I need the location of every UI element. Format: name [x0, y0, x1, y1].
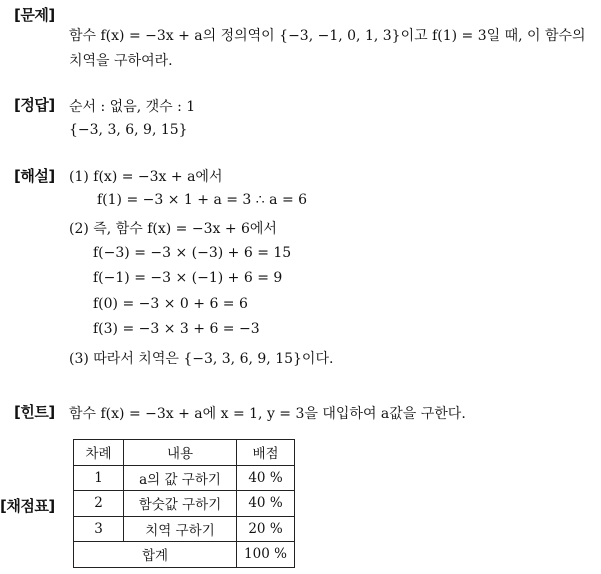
table-row — [74, 491, 295, 517]
table-total-row — [74, 542, 295, 568]
solution-step-8: (3) 따라서 치역은 {−3, 3, 6, 9, 15}이다. — [69, 351, 334, 367]
hint-text: 함수 f(x) = −3x + a에 x = 1, y = 3을 대입하여 a값을 구한다. — [69, 406, 466, 422]
header-content: 내용 — [124, 440, 237, 466]
table-row — [74, 516, 295, 542]
row-3-content: 치역 구하기 — [124, 516, 237, 542]
row-1-points: 40 % — [237, 465, 295, 491]
solution-step-1: (1) f(x) = −3x + a에서 — [69, 169, 223, 185]
answer-label: [정답] — [14, 96, 55, 114]
total-value: 100 % — [237, 542, 295, 568]
problem-line-1: 함수 f(x) = −3x + a의 정의역이 {−3, −1, 0, 1, 3}이고 f(1) = 3일 때, 이 함수의 — [69, 28, 586, 44]
solution-step-3: (2) 즉, 함수 f(x) = −3x + 6에서 — [69, 221, 277, 237]
solution-label: [해설] — [14, 167, 55, 185]
row-1-order: 1 — [74, 465, 124, 491]
row-3-order: 3 — [74, 516, 124, 542]
header-points: 배점 — [237, 440, 295, 466]
table-row — [74, 465, 295, 491]
answer-line-2: {−3, 3, 6, 9, 15} — [69, 122, 188, 138]
solution-step-7: f(3) = −3 × 3 + 6 = −3 — [93, 321, 260, 337]
row-1-content: a의 값 구하기 — [124, 465, 237, 491]
solution-step-5: f(−1) = −3 × (−1) + 6 = 9 — [93, 270, 283, 286]
row-3-points: 20 % — [237, 516, 295, 542]
rubric-table — [73, 439, 295, 568]
solution-step-6: f(0) = −3 × 0 + 6 = 6 — [93, 296, 248, 312]
answer-line-1: 순서 : 없음, 갯수 : 1 — [69, 99, 196, 115]
hint-label: [힌트] — [14, 403, 55, 421]
rubric-label: [채점표] — [0, 497, 55, 515]
problem-label: [문제] — [14, 6, 55, 24]
total-label: 합계 — [74, 542, 237, 568]
header-order: 차례 — [74, 440, 124, 466]
table-header-row — [74, 440, 295, 466]
problem-line-2: 치역을 구하여라. — [69, 53, 173, 69]
row-2-points: 40 % — [237, 491, 295, 517]
row-2-order: 2 — [74, 491, 124, 517]
row-2-content: 함숫값 구하기 — [124, 491, 237, 517]
solution-step-2: f(1) = −3 × 1 + a = 3 ∴ a = 6 — [97, 192, 308, 208]
solution-step-4: f(−3) = −3 × (−3) + 6 = 15 — [93, 245, 292, 261]
